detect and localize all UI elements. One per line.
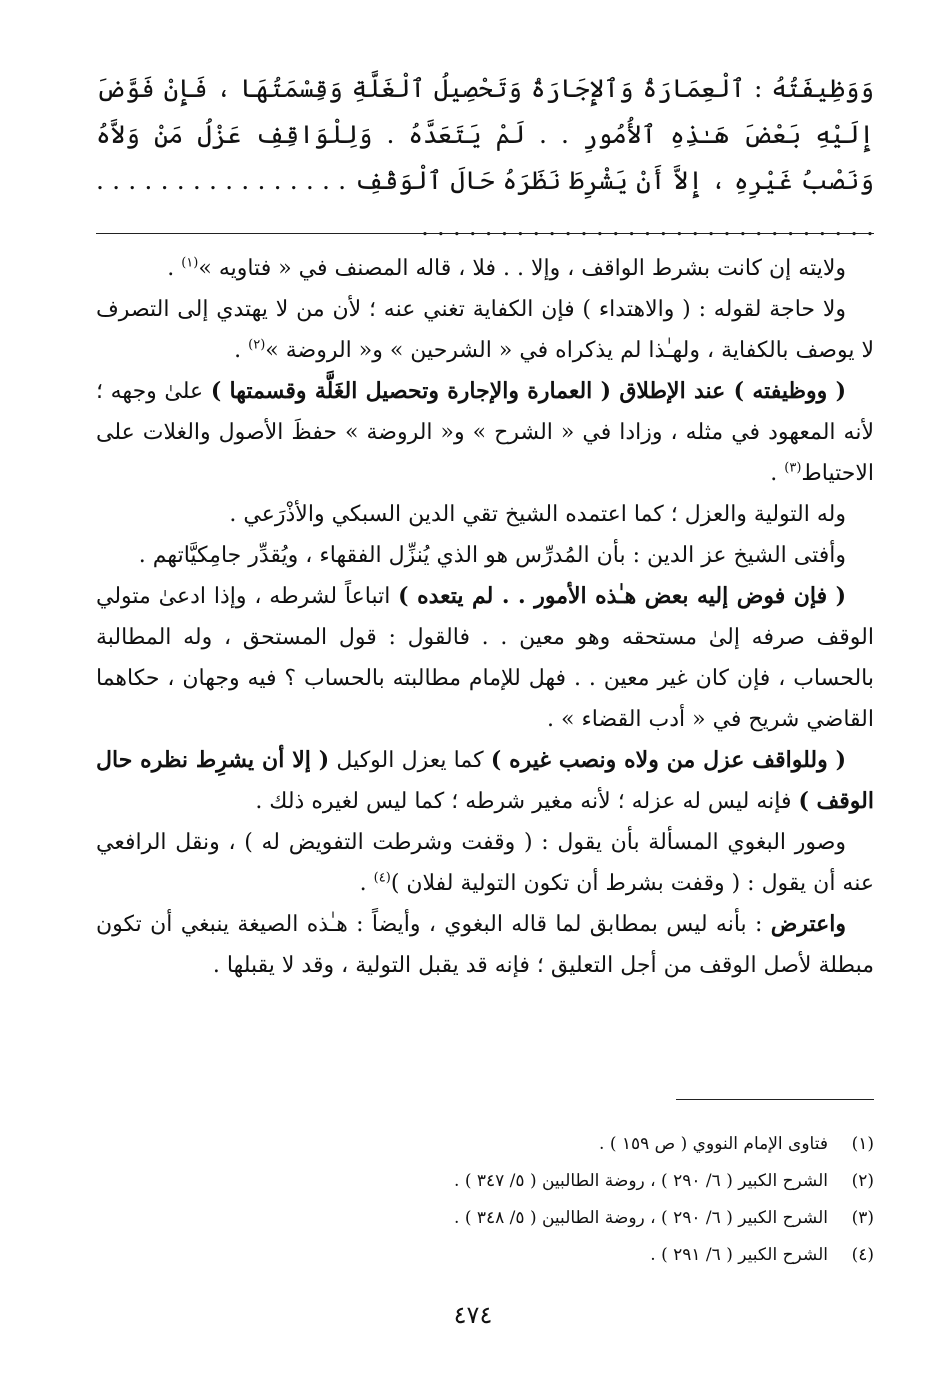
- matn-text: وَوَظِيفَتُهُ : ٱلْعِمَارَةُ وَٱلإِجَارَةُ وَتَحْصِيلُ ٱلْغَلَّةِ وَقِسْمَتُهَا ، فَإِنْ فَوَّضَ إِلَيْهِ بَعْضَ هَـٰذِهِ ٱلأُمُورِ . . لَمْ يَتَعَدَّهُ . وَلِلْوَاقِفِ عَزْلُ مَنْ وَلاَّهُ وَنَصْبُ غَيْرِهِ ، إِلاَّ أَنْ يَشْرِطَ نَظَرَهُ حَالَ ٱلْوَقْفِ . . . . . . . . . . . . . . . . . . . . . . . . . . . . . . . . . . . . . . . . . . . . .: [96, 74, 874, 241]
- footnote: [274, 1237, 874, 1274]
- commentary-paragraph-2: ولا حاجة لقوله : ( والاهتداء ) فإن الكفاية تغني عنه ؛ لأن من لا يهتدي إلى التصرف لا يوصف بالكفاية ، ولهـٰذا لم يذكراه في « الشرحين » و« الروضة »$^{(٢)}$ .: [96, 297, 874, 363]
- matn-divider: [96, 233, 874, 234]
- footnote-number: (٢): [851, 1171, 874, 1191]
- footnote-text: الشرح الكبير ( ٦/ ٢٩٠ ) ، روضة الطالبين ( ٥/ ٣٤٨ ) .: [454, 1208, 828, 1228]
- footnote-ref-1[interactable]: (١): [181, 255, 199, 271]
- footnote-number: (١): [851, 1134, 874, 1154]
- commentary-paragraph-3: ( ووظيفته ) عند الإطلاق ( العمارة والإجارة وتحصيل الغَلَّة وقسمتها ) علىٰ وجهه ؛ لأنه المعهود في مثله ، وزادا في « الشرح » و« الروضة » حفظَ الأصول والغلات على الاحتياط$^{(٣)}$ .: [96, 378, 874, 486]
- commentary: [96, 248, 874, 986]
- commentary-paragraph-6: ( فإن فوض إليه بعض هـٰذه الأمور . . لم يتعده ) اتباعاً لشرطه ، وإذا ادعىٰ متولي الوقف صرفه إلىٰ مستحقه وهو معين . . فالقول : قول المستحق ، وله المطالبة بالحساب ، فإن كان غير معين . . فهل للإمام مطالبته بالحساب ؟ فيه وجهان ، حكاهما القاضي شريح في « أدب القضاء » .: [96, 583, 874, 732]
- footnote: [274, 1200, 874, 1237]
- commentary-paragraph-9: واعترض : بأنه ليس بمطابق لما قاله البغوي ، وأيضاً : هـٰذه الصيغة ينبغي أن تكون مبطلة لأصل الوقف من أجل التعليق ؛ فإنه قد يقبل التولية ، وقد لا يقبلها .: [96, 911, 874, 978]
- footnote-number: (٤): [851, 1245, 874, 1265]
- footnote: [274, 1163, 874, 1200]
- page-number: ٤٧٤: [453, 1301, 493, 1329]
- commentary-paragraph-4: وله التولية والعزل ؛ كما اعتمده الشيخ تقي الدين السبكي والأذْرَعي .: [229, 502, 846, 527]
- footnote-ref-3[interactable]: (٣): [784, 460, 802, 476]
- commentary-paragraph-1: ولايته إن كانت بشرط الواقف ، وإلا . . فلا ، قاله المصنف في « فتاويه »$^{(١)}$ .: [167, 255, 846, 281]
- footnote-text: الشرح الكبير ( ٦/ ٢٩١ ) .: [650, 1245, 828, 1265]
- footnote-ref-4[interactable]: (٤): [373, 870, 391, 886]
- footnote-ref-2[interactable]: (٢): [248, 337, 266, 353]
- footnote-text: الشرح الكبير ( ٦/ ٢٩٠ ) ، روضة الطالبين ( ٥/ ٣٤٧ ) .: [454, 1171, 828, 1191]
- footnote: [274, 1126, 874, 1163]
- commentary-paragraph-8: وصور البغوي المسألة بأن يقول : ( وقفت وشرطت التفويض له ) ، ونقل الرافعي عنه أن يقول : ( وقفت بشرط أن تكون التولية لفلان )$^{(٤)}$ .: [96, 830, 874, 896]
- footnote-number: (٣): [851, 1208, 874, 1228]
- footnote-text: فتاوى الإمام النووي ( ص ١٥٩ ) .: [599, 1134, 828, 1154]
- footnote-divider: [676, 1099, 874, 1100]
- commentary-paragraph-7: ( وللواقف عزل من ولاه ونصب غيره ) كما يعزل الوكيل ( إلا أن يشرِط نظره حال الوقف ) فإنه ليس له عزله ؛ لأنه مغير شرطه ؛ كما ليس لغيره ذلك .: [96, 747, 874, 814]
- footnotes: [274, 1126, 874, 1274]
- commentary-paragraph-5: وأفتى الشيخ عز الدين : بأن المُدرِّس هو الذي يُنزِّل الفقهاء ، ويُقدِّر جامِكيَّاتهم .: [138, 543, 846, 568]
